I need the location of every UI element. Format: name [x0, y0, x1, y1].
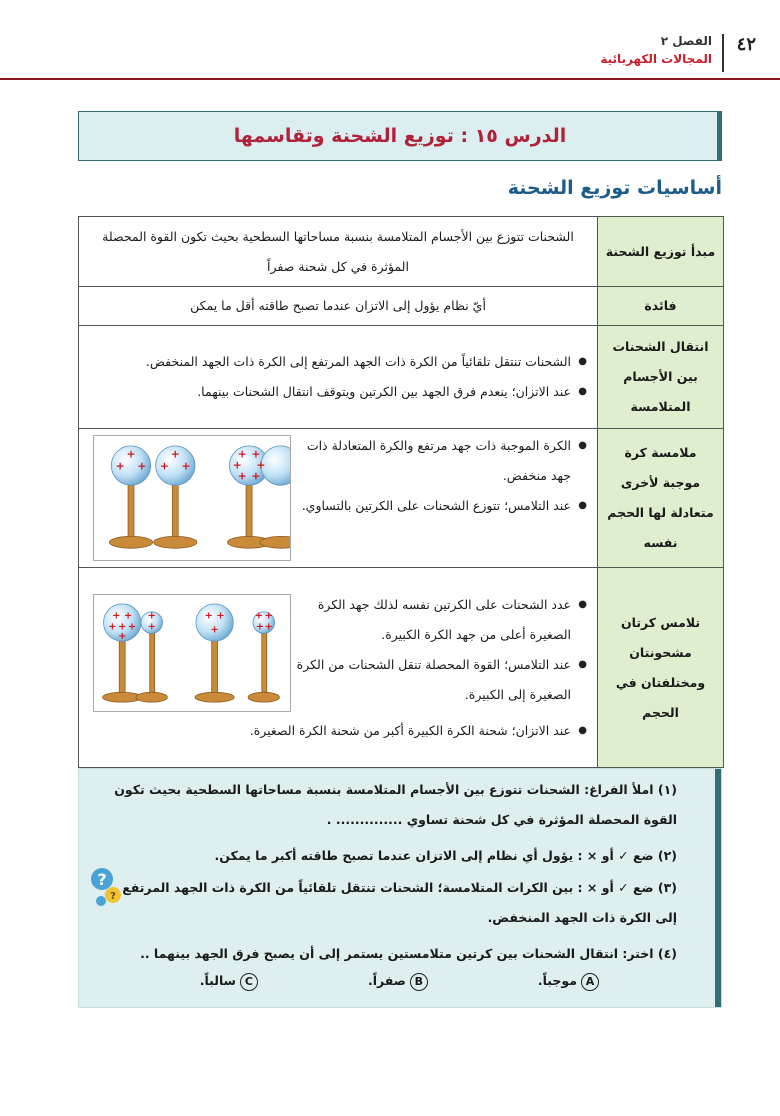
chapter-title: المجالات الكهربائية	[600, 52, 712, 66]
row-label: فائدة	[598, 287, 724, 326]
row-bullets	[79, 429, 598, 568]
question-mark-icon	[89, 865, 123, 909]
svg-text:?: ?	[97, 870, 107, 889]
bullet-item: ● الشحنات تنتقل تلقائياً من الكرة ذات الجهد المرتفع إلى الكرة ذات الجهد المنخفض.	[89, 347, 587, 377]
lesson-title: الدرس ١٥ : توزيع الشحنة وتقاسمها	[233, 125, 567, 147]
exercise-q2: (٢) ضع ✓ أو × : يؤول أي نظام إلى الاتزان عندما تصبح طاقته أكبر ما يمكن.	[214, 848, 677, 863]
chapter-number: الفصل ٢	[660, 34, 712, 48]
exercise-q1-line2: القوة المحصلة المؤثرة في كل شحنة تساوي .............. .	[326, 812, 677, 827]
option-text: موجباً.	[537, 973, 577, 988]
header-divider	[722, 34, 724, 72]
bullet-item: ● الكرة الموجبة ذات جهد مرتفع والكرة المتعادلة ذات جهد منخفض.	[89, 431, 587, 491]
row-bullets	[79, 568, 598, 768]
row-label: انتقال الشحنات بين الأجسام المتلامسة	[598, 326, 724, 429]
svg-text:+: +	[237, 469, 247, 483]
exercise-accent-strip	[715, 769, 721, 1007]
svg-text:+: +	[108, 620, 117, 632]
svg-text:+: +	[118, 630, 127, 642]
svg-text:+: +	[159, 459, 169, 473]
exercise-q3-line1: (٣) ضع ✓ أو × : بين الكرات المتلامسة؛ الشحنات تنتقل تلقائياً من الكرة ذات الجهد المرتفع	[122, 880, 677, 895]
svg-text:+: +	[251, 447, 261, 461]
section-title: أساسيات توزيع الشحنة	[507, 177, 722, 199]
table-row	[79, 429, 724, 568]
svg-text:+: +	[170, 447, 180, 461]
option-text: سالباً.	[199, 973, 236, 988]
svg-text:+: +	[255, 620, 264, 632]
svg-text:+: +	[264, 610, 273, 622]
option-letter: C	[240, 973, 258, 991]
row-bullets	[79, 326, 598, 429]
row-label: تلامس كرتان مشحونتان ومختلفتان في الحجم	[598, 568, 724, 768]
svg-text:+: +	[264, 620, 273, 632]
chapter-heading	[600, 34, 712, 66]
svg-text:+: +	[147, 620, 156, 632]
svg-text:+: +	[251, 469, 261, 483]
svg-text:?: ?	[110, 891, 116, 902]
svg-text:+: +	[232, 458, 242, 472]
svg-text:+: +	[112, 610, 121, 622]
svg-text:+: +	[204, 610, 213, 622]
svg-text:+: +	[181, 459, 191, 473]
table-row	[79, 568, 724, 768]
row-label: ملامسة كرة موجبة لأخرى متعادلة لها الحجم نفسه	[598, 429, 724, 568]
exercise-q3-line2: إلى الكرة ذات الجهد المنخفض.	[487, 910, 677, 925]
svg-text:+: +	[127, 620, 137, 632]
svg-text:+: +	[118, 620, 127, 632]
exercise-box	[78, 768, 722, 1008]
svg-text:+: +	[123, 610, 133, 622]
svg-text:+: +	[216, 610, 225, 622]
table-row	[79, 217, 724, 287]
table-row	[79, 326, 724, 429]
bullet-item: ● عند التلامس؛ تتوزع الشحنات على الكرتين بالتساوي.	[89, 491, 587, 521]
bullet-item: ● عند الاتزان؛ شحنة الكرة الكبيرة أكبر من شحنة الكرة الصغيرة.	[89, 716, 587, 746]
header-rule	[0, 78, 780, 80]
svg-text:+: +	[137, 459, 147, 473]
bullet-item: ● عند الاتزان؛ ينعدم فرق الجهد بين الكرتين ويتوقف انتقال الشحنات بينهما.	[89, 377, 587, 407]
option-a[interactable]	[538, 973, 599, 991]
exercise-q4: (٤) اختر: انتقال الشحنات بين كرتين متلامستين يستمر إلى أن يصبح فرق الجهد بينهما ..	[140, 946, 677, 961]
option-letter: A	[581, 973, 599, 991]
svg-text:+: +	[254, 610, 263, 622]
bullet-item: ● عند التلامس؛ القوة المحصلة تنقل الشحنات من الكرة الصغيرة إلى الكبيرة.	[89, 650, 587, 710]
row-text: أيّ نظام يؤول إلى الاتزان عندما تصبح طاقته أقل ما يمكن	[79, 287, 598, 326]
exercise-q4-options	[200, 973, 599, 991]
charge-distribution-table	[78, 216, 724, 768]
exercise-q1-line1: (١) املأ الفراغ: الشحنات تتوزع بين الأجسام المتلامسة بنسبة مساحاتها السطحية بحيث تكون	[114, 782, 677, 797]
svg-text:+: +	[256, 458, 266, 472]
table-row	[79, 287, 724, 326]
svg-text:+: +	[126, 447, 136, 461]
svg-text:+: +	[115, 459, 125, 473]
option-text: صفراً.	[367, 973, 406, 988]
page-number: ٤٢	[736, 34, 756, 55]
option-letter: B	[410, 973, 428, 991]
option-c[interactable]	[200, 973, 258, 991]
svg-text:+: +	[237, 447, 247, 461]
row-label: مبدأ توزيع الشحنة	[598, 217, 724, 287]
bullet-item: ● عدد الشحنات على الكرتين نفسه لذلك جهد الكرة الصغيرة أعلى من جهد الكرة الكبيرة.	[89, 590, 587, 650]
svg-text:+: +	[147, 610, 156, 622]
row-text: الشحنات تتوزع بين الأجسام المتلامسة بنسبة مساحاتها السطحية بحيث تكون القوة المحصلة المؤثرة في كل شحنة صفراً	[79, 217, 598, 287]
option-b[interactable]	[368, 973, 428, 991]
svg-text:+: +	[210, 623, 219, 635]
lesson-title-box	[78, 111, 722, 161]
